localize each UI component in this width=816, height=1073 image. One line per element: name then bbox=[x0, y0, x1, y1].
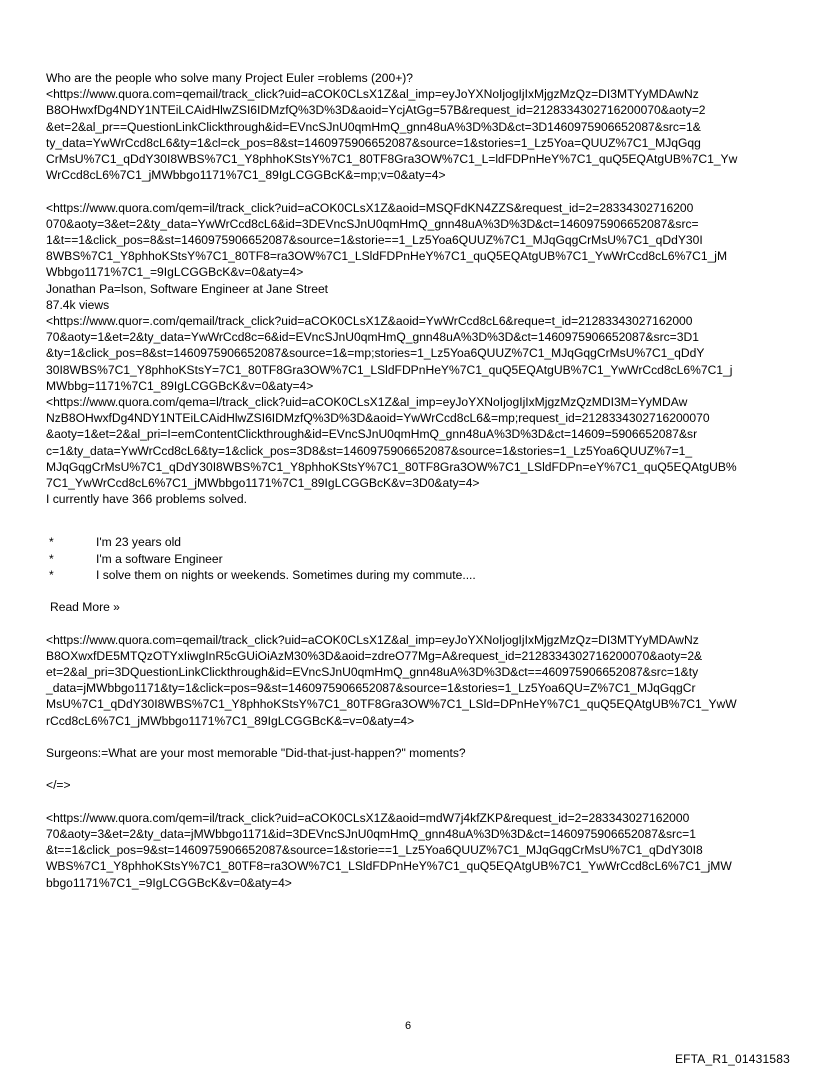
answer-author: Jonathan Pa=lson, Software Engineer at Jane Street bbox=[46, 281, 329, 296]
link-text-line[interactable]: WBS%7C1_Y8phhoKStsY%7C1_80TF8=ra3OW%7C1_LSldFDPnHeY%7C1_quQ5EQAtgUB%7C1_YwWrCcd8cL6%7C1_jMW bbox=[46, 859, 732, 874]
bullet-text: I'm a software Engineer bbox=[96, 551, 223, 566]
document-id: EFTA_R1_01431583 bbox=[674, 1052, 790, 1066]
link-text-line[interactable]: et=2&al_pri=3DQuestionLinkClickthrough&id=EVncSJnU0qmHmQ_gnn48uA%3D%3D&ct==460975906652087&src=1&ty bbox=[46, 665, 699, 680]
bullet-mark: * bbox=[49, 551, 54, 566]
email-body bbox=[46, 70, 770, 891]
bullet-text: I solve them on nights or weekends. Sometimes during my commute.... bbox=[96, 567, 476, 582]
answer-summary: I currently have 366 problems solved. bbox=[46, 492, 247, 507]
link-text-line[interactable]: rCcd8cL6%7C1_jMWbbgo1171%7C1_89IgLCGGBcK&=v=0&aty=4> bbox=[46, 713, 415, 728]
link-text-line[interactable]: &ty=1&click_pos=8&st=1460975906652087&source=1&=mp;stories=1_Lz5Yoa6QUUZ%7C1_MJqGqgCrMsU%7C1_qDdY bbox=[46, 346, 705, 361]
link-text-line[interactable]: CrMsU%7C1_qDdY30I8WBS%7C1_Y8phhoKStsY%7C1_80TF8Gra3OW%7C1_L=ldFDPnHeY%7C1_quQ5EQAtgUB%7C1_Yw bbox=[46, 152, 738, 167]
link-text-line[interactable]: 7C1_YwWrCcd8cL6%7C1_jMWbbgo1171%7C1_89IgLCGGBcK&v=3D0&aty=4> bbox=[46, 476, 480, 491]
link-text-line[interactable]: MJqGqgCrMsU%7C1_qDdY30I8WBS%7C1_Y8phhoKStsY%7C1_80TF8Gra3OW%7C1_LSldFDPn=eY%7C1_quQ5EQAtgUB% bbox=[46, 459, 737, 474]
question-title: Who are the people who solve many Project Euler =roblems (200+)? bbox=[46, 71, 414, 85]
question-title: Surgeons:=What are your most memorable "Did-that-just-happen?" moments? bbox=[46, 746, 466, 761]
link-text-line[interactable]: NzB8OHwxfDg4NDY1NTEiLCAidHlwZSI6IDMzfQ%3D%3D&aoid=YwWrCcd8cL6&=mp;request_id=2128334302716200070 bbox=[46, 411, 710, 426]
link-text-line[interactable]: &aoty=1&et=2&al_pri=I=emContentClickthrough&id=EVncSJnU0qmHmQ_gnn48uA%3D%3D&ct=14609=5906652087&sr bbox=[46, 427, 698, 442]
link-text-line[interactable]: 070&aoty=3&et=2&ty_data=YwWrCcd8cL6&id=3DEVncSJnU0qmHmQ_gnn48uA%3D%3D&ct=1460975906652087&src= bbox=[46, 216, 699, 231]
answer-author-link[interactable] bbox=[46, 313, 770, 394]
link-text-line[interactable]: B8OHwxfDg4NDY1NTEiLCAidHlwZSI6IDMzfQ%3D%3D&aoid=YcjAtGg=57B&request_id=2128334302716200070&aoty=2 bbox=[46, 103, 706, 118]
link-text-line[interactable]: <https://www.quora.com/qem=il/track_click?uid=aCOK0CLsX1Z&aoid=MSQFdKN4ZZS&request_id=2=28334302716200 bbox=[46, 200, 694, 215]
link-text-line[interactable]: <https://www.quora.com/qema=l/track_click?uid=aCOK0CLsX1Z&al_imp=eyJoYXNoIjogIjIxMjgzMzQzMDI3M=YyMDAw bbox=[46, 395, 688, 410]
link-text-line[interactable]: <https://www.quora.com/qem=il/track_click?uid=aCOK0CLsX1Z&aoid=mdW7j4kfZKP&request_id=2=283343027162000 bbox=[46, 810, 690, 825]
link-text-line[interactable]: 70&aoty=1&et=2&ty_data=YwWrCcd8c=6&id=EVncSJnU0qmHmQ_gnn48uA%3D%3D&ct=1460975906652087&src=3D1 bbox=[46, 330, 699, 345]
link-text-line[interactable]: ty_data=YwWrCcd8cL6&ty=1&cl=ck_pos=8&st=1460975906652087&source=1&stories=1_Lz5Yoa=QUUZ%7C1_MJqGqg bbox=[46, 135, 701, 150]
link-text-line[interactable]: WrCcd8cL6%7C1_jMWbbgo1171%7C1_89IgLCGGBcK&=mp;v=0&aty=4> bbox=[46, 168, 446, 183]
question-link[interactable] bbox=[46, 86, 770, 183]
list-item bbox=[46, 551, 770, 567]
link-text-line[interactable]: bbgo1171%7C1_=9IgLCGGBcK&v=0&aty=4> bbox=[46, 875, 292, 890]
answer-bullet-list bbox=[46, 534, 770, 583]
link-text-line[interactable]: <https://www.quor=.com/qemail/track_click?uid=aCOK0CLsX1Z&aoid=YwWrCcd8cL6&reque=t_id=21283343027162000 bbox=[46, 314, 693, 329]
bullet-mark: * bbox=[49, 535, 54, 550]
bullet-text: I'm 23 years old bbox=[96, 535, 181, 550]
link-text-line[interactable]: <https://www.quora.com=qemail/track_click?uid=aCOK0CLsX1Z&al_imp=eyJoYXNoIjogIjIxMjgzMzQz=DI3MTYyMDAwNz bbox=[46, 632, 699, 647]
read-more-url[interactable] bbox=[46, 632, 770, 729]
bullet-mark: * bbox=[49, 567, 54, 582]
link-text-line[interactable]: B8OXwxfDE5MTQzOTYxIiwgInR5cGUiOiAzM30%3D&aoid=zdreO77Mg=A&request_id=2128334302716200070&aoty=2& bbox=[46, 648, 703, 663]
link-text-line[interactable]: 70&aoty=3&et=2&ty_data=jMWbbgo1171&id=3DEVncSJnU0qmHmQ_gnn48uA%3D%3D&ct=1460975906652087&src=1 bbox=[46, 827, 696, 842]
link-text-line[interactable]: MsU%7C1_qDdY30I8WBS%7C1_Y8phhoKStsY%7C1_80TF8Gra3OW%7C1_LSld=DPnHeY%7C1_quQ5EQAtgUB%7C1_YwW bbox=[46, 697, 737, 712]
link-text-line[interactable]: _data=jMWbbgo1171&ty=1&click=pos=9&st=1460975906652087&source=1&stories=1_Lz5Yoa6QU=Z%7C1_MJqGqgCr bbox=[46, 681, 696, 696]
link-text-line[interactable]: Wbbgo1171%7C1_=9IgLCGGBcK&v=0&aty=4> bbox=[46, 265, 304, 280]
read-more-link[interactable]: Read More » bbox=[50, 600, 120, 615]
link-text-line[interactable]: 30I8WBS%7C1_Y8phhoKStsY=7C1_80TF8Gra3OW%7C1_LSldFDPnHeY%7C1_quQ5EQAtgUB%7C1_YwWrCcd8cL6%7C1_j bbox=[46, 362, 733, 377]
link-text-line[interactable]: c=1&ty_data=YwWrCcd8cL6&ty=1&click_pos=3D8&st=1460975906652087&source=1&stories=1_Lz5Yoa6QUUZ%7=1_ bbox=[46, 443, 693, 458]
link-text-line[interactable]: 1&t==1&click_pos=8&st=1460975906652087&source=1&storie==1_Lz5Yoa6QUUZ%7C1_MJqGqgCrMsU%7C1_qDdY30I bbox=[46, 233, 703, 248]
answer-link[interactable] bbox=[46, 200, 770, 281]
link-text-line[interactable]: &et=2&al_pr==QuestionLinkClickthrough&id=EVncSJnU0qmHmQ_gnn48uA%3D%3D&ct=3D1460975906652087&src=1& bbox=[46, 119, 701, 134]
question-link[interactable] bbox=[46, 810, 770, 891]
link-text-line[interactable]: MWbbg=1171%7C1_89IgLCGGBcK&v=0&aty=4> bbox=[46, 378, 314, 393]
link-text-line[interactable]: <https://www.quora.com=qemail/track_click?uid=aCOK0CLsX1Z&al_imp=eyJoYXNoIjogIjIxMjgzMzQz=DI3MTYyMDAwNz bbox=[46, 87, 699, 102]
page-number: 6 bbox=[404, 1020, 412, 1032]
answer-views: 87.4k views bbox=[46, 297, 110, 312]
link-text-line[interactable]: &t==1&click_pos=9&st=1460975906652087&source=1&storie==1_Lz5Yoa6QUUZ%7C1_MJqGqgCrMsU%7C1_qDdY30I8 bbox=[46, 843, 703, 858]
answer-content-link[interactable] bbox=[46, 394, 770, 491]
list-item bbox=[46, 567, 770, 583]
list-item bbox=[46, 534, 770, 550]
link-text-line[interactable]: 8WBS%7C1_Y8phhoKStsY%7C1_80TF8=ra3OW%7C1_LSldFDPnHeY%7C1_quQ5EQAtgUB%7C1_YwWrCcd8cL6%7C1_jM bbox=[46, 249, 728, 264]
markup-tag: </=> bbox=[46, 778, 71, 793]
